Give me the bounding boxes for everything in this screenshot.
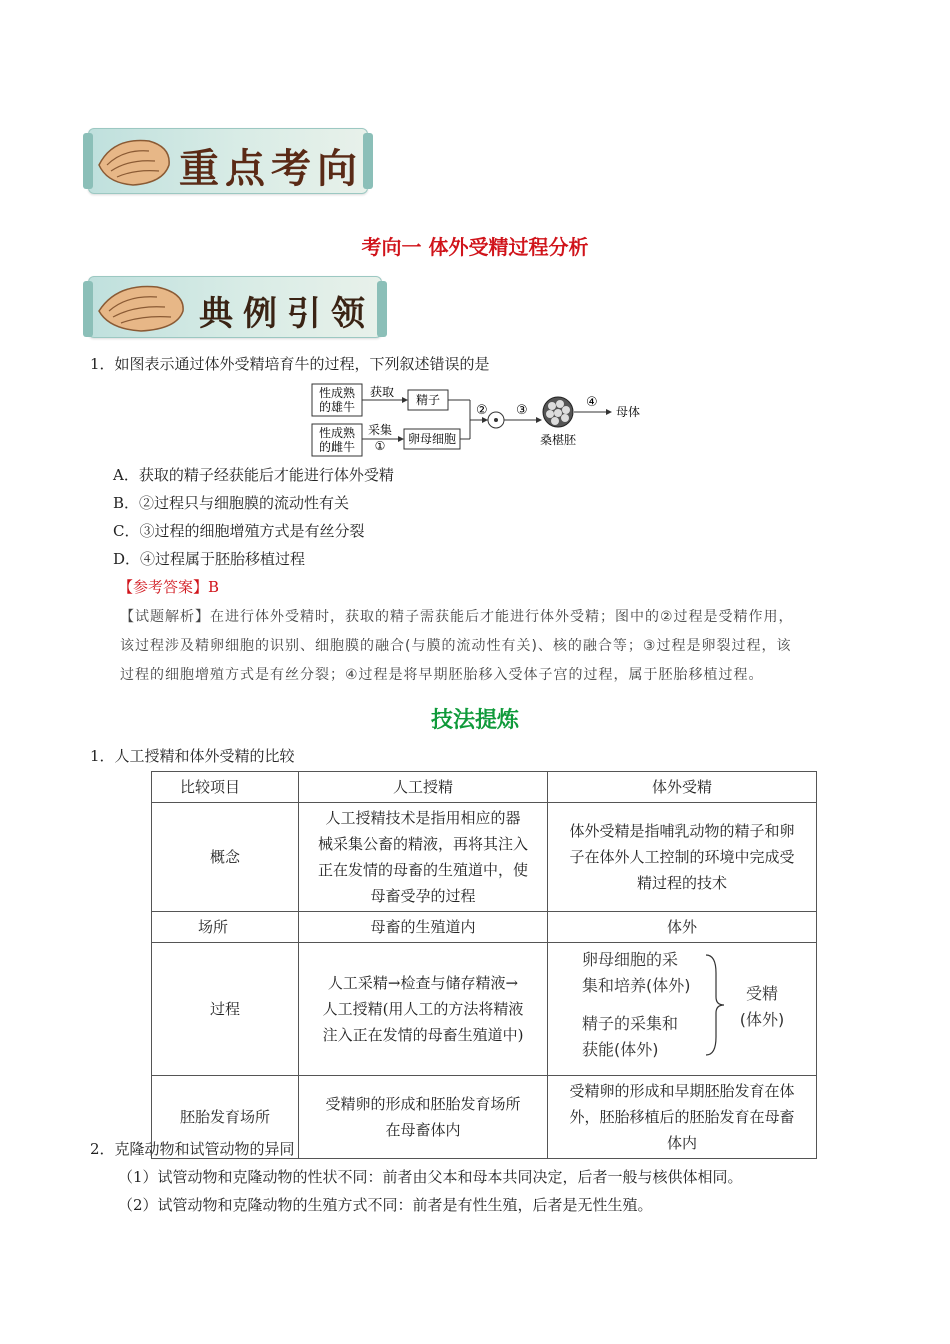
header-ivf: 体外受精 xyxy=(548,772,817,803)
step3-label: ③ xyxy=(516,403,528,418)
row-ivf-process xyxy=(548,943,817,1076)
answer-label: 【参考答案】 xyxy=(118,578,209,596)
cell-line: 注入正在发情的母畜生殖道中) xyxy=(322,1026,524,1044)
scroll-end-right xyxy=(377,281,387,337)
row-ai xyxy=(299,943,548,1076)
cell-line: 体内 xyxy=(666,1134,697,1152)
typical-example-banner xyxy=(88,276,382,338)
branch-result-line2: (体外) xyxy=(739,1010,785,1029)
curly-brace-icon xyxy=(706,955,724,1055)
explanation-line: 该过程涉及精卵细胞的识别、细胞膜的融合(与膜的流动性有关)、核的融合等；③过程是卵裂过程，该 xyxy=(120,638,792,654)
point2-item: （1）试管动物和克隆动物的性状不同：前者由父本和母本共同决定，后者一般与核供体相同。 xyxy=(118,1168,743,1186)
row-ai xyxy=(299,803,548,912)
section-title: 考向一 体外受精过程分析 xyxy=(361,235,589,259)
comparison-table xyxy=(151,771,817,1159)
branch-top-line2: 集和培养(体外) xyxy=(582,976,691,995)
banner-title: 典例引领 xyxy=(199,294,375,334)
explanation-line: 【试题解析】在进行体外受精时，获取的精子需获能后才能进行体外受精；图中的②过程是受精作用， xyxy=(120,609,794,625)
male-box-line2: 的雄牛 xyxy=(318,400,356,414)
question-stem: 1．如图表示通过体外受精培育牛的过程，下列叙述错误的是 xyxy=(90,355,490,373)
row-ivf xyxy=(548,1076,817,1159)
cell-line: 体外受精是指哺乳动物的精子和卵 xyxy=(569,822,795,840)
sperm-label: 精子 xyxy=(415,393,441,407)
cell-line: 人工采精→检查与储存精液→ xyxy=(327,974,519,992)
male-box-line1: 性成熟 xyxy=(318,386,356,400)
option-c: C．③过程的细胞增殖方式是有丝分裂 xyxy=(113,522,365,540)
cell-line: 受精卵的形成和胚胎发育场所 xyxy=(325,1095,521,1113)
point2-heading: 2．克隆动物和试管动物的异同 xyxy=(90,1140,295,1158)
collect-label: 采集 xyxy=(367,423,393,437)
scroll-end-right xyxy=(363,133,373,189)
row-item: 过程 xyxy=(152,943,299,1076)
conch-shell-icon xyxy=(93,279,193,337)
key-direction-banner xyxy=(88,128,368,194)
step4-label: ④ xyxy=(586,395,598,410)
explanation-line: 过程的细胞增殖方式是有丝分裂；④过程是将早期胚胎移入受体子宫的过程，属于胚胎移植过程。 xyxy=(120,667,764,683)
option-b: B．②过程只与细胞膜的流动性有关 xyxy=(113,494,350,512)
row-item: 场所 xyxy=(152,912,299,943)
table-row xyxy=(152,943,817,1076)
cell-line: 受精卵的形成和早期胚胎发育在体 xyxy=(569,1082,795,1100)
branch-bottom-line2: 获能(体外) xyxy=(582,1040,659,1059)
conch-shell-icon xyxy=(93,131,175,191)
skills-title: 技法提炼 xyxy=(430,708,519,733)
ivf-process-branch xyxy=(548,943,816,1067)
option-d: D．④过程属于胚胎移植过程 xyxy=(113,550,306,568)
table-row xyxy=(152,912,817,943)
header-ai: 人工授精 xyxy=(299,772,548,803)
step1-label: ① xyxy=(374,439,386,453)
scroll-end-left xyxy=(83,281,93,337)
female-box-line1: 性成熟 xyxy=(318,426,356,440)
point2-item: （2）试管动物和克隆动物的生殖方式不同：前者是有性生殖，后者是无性生殖。 xyxy=(118,1196,653,1214)
header-item: 比较项目 xyxy=(152,772,299,803)
cell-line: 人工授精技术是指用相应的器 xyxy=(325,809,521,827)
obtain-label: 获取 xyxy=(369,385,395,399)
scroll-end-left xyxy=(83,133,93,189)
banner-title: 重点考向 xyxy=(179,145,363,192)
option-a: A．获取的精子经获能后才能进行体外受精 xyxy=(113,466,394,484)
step2-label: ② xyxy=(476,403,488,418)
reference-answer xyxy=(118,576,219,597)
cell-line: 外，胚胎移植后的胚胎发育在母畜 xyxy=(569,1108,795,1126)
cell-line: 在母畜体内 xyxy=(385,1121,461,1139)
row-item: 概念 xyxy=(152,803,299,912)
row-ai: 母畜的生殖道内 xyxy=(299,912,548,943)
row-item: 胚胎发育场所 xyxy=(152,1076,299,1159)
row-ivf: 体外 xyxy=(548,912,817,943)
female-box-line2: 的雌牛 xyxy=(318,440,356,454)
answer-value: B xyxy=(208,578,220,596)
morula-icon xyxy=(543,397,573,427)
point1-heading: 1．人工授精和体外受精的比较 xyxy=(90,747,295,765)
cell-line: 人工授精(用人工的方法将精液 xyxy=(322,1000,524,1018)
table-header-row xyxy=(152,772,817,803)
morula-label: 桑椹胚 xyxy=(539,433,577,447)
ivf-process-diagram xyxy=(310,382,650,460)
branch-result-line1: 受精 xyxy=(745,984,779,1003)
row-ivf xyxy=(548,803,817,912)
cell-line: 母畜受孕的过程 xyxy=(370,887,476,905)
cell-line: 精过程的技术 xyxy=(636,874,727,892)
table-row xyxy=(152,803,817,912)
cell-line: 子在体外人工控制的环境中完成受 xyxy=(569,848,795,866)
row-ai xyxy=(299,1076,548,1159)
cell-line: 械采集公畜的精液，再将其注入 xyxy=(317,835,528,853)
branch-top-line1: 卵母细胞的采 xyxy=(582,950,679,969)
explanation xyxy=(120,603,872,690)
oocyte-label: 卵母细胞 xyxy=(407,432,457,446)
mother-label: 母体 xyxy=(615,405,641,419)
cell-line: 正在发情的母畜的生殖道中，使 xyxy=(317,861,528,879)
branch-bottom-line1: 精子的采集和 xyxy=(582,1014,679,1033)
